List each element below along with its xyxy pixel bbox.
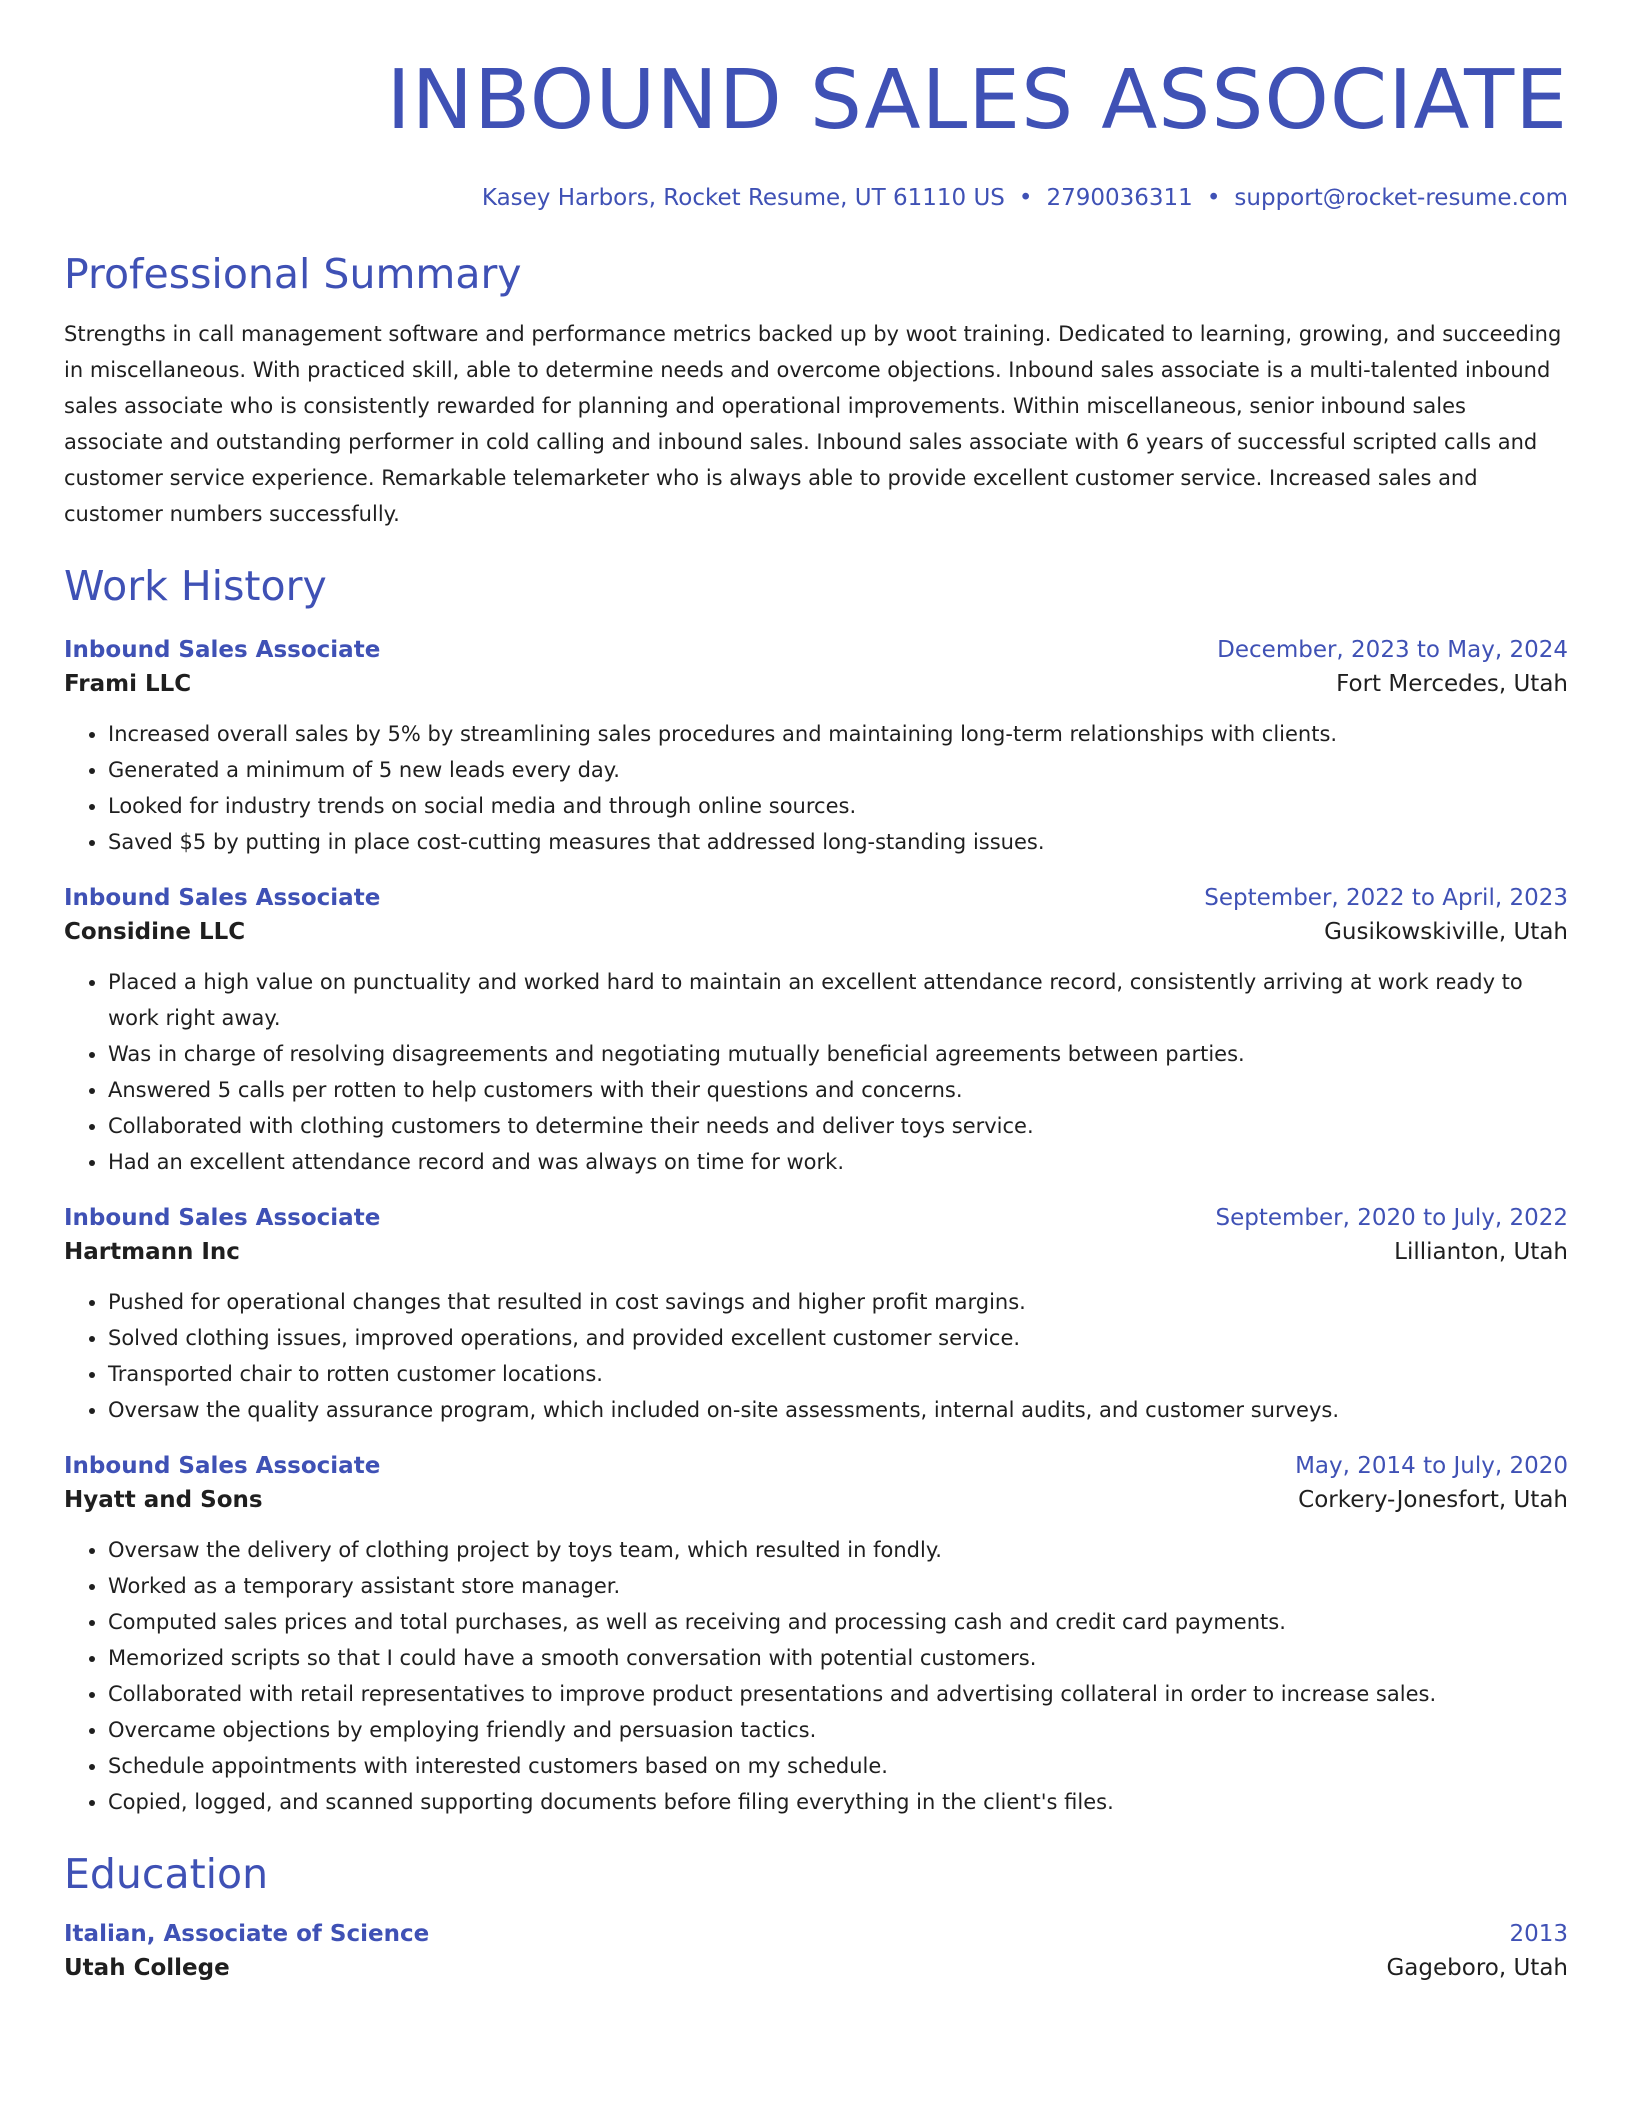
job-role: Inbound Sales Associate: [64, 1205, 381, 1231]
contact-separator: •: [1206, 185, 1221, 211]
job-bullet: • Generated a minimum of 5 new leads every day.: [108, 752, 1568, 788]
job-bullet: • Worked as a temporary assistant store manager.: [108, 1568, 1568, 1604]
contact-line: [64, 182, 1568, 214]
job-bullets: [64, 1532, 1568, 1820]
resume-title: INBOUND SALES ASSOCIATE: [386, 53, 1568, 148]
job-bullet: • Collaborated with clothing customers to determine their needs and deliver toys service.: [108, 1108, 1568, 1144]
job-bullet: • Saved $5 by putting in place cost-cutting measures that addressed long-standing issues.: [108, 824, 1568, 860]
job-company: Considine LLC: [64, 919, 246, 945]
contact-phone: 2790036311: [1046, 185, 1193, 211]
job-location: Fort Mercedes, Utah: [1336, 671, 1568, 697]
job-bullet: • Oversaw the quality assurance program, which included on-site assessments, internal audits, and customer surveys.: [108, 1392, 1568, 1428]
job-dates: December, 2023 to May, 2024: [1217, 637, 1568, 663]
job-dates: September, 2020 to July, 2022: [1215, 1205, 1568, 1231]
job-location: Corkery-Jonesfort, Utah: [1298, 1487, 1568, 1513]
job-bullet: • Transported chair to rotten customer locations.: [108, 1356, 1568, 1392]
job-location: Lillianton, Utah: [1394, 1239, 1568, 1265]
job-role: Inbound Sales Associate: [64, 1453, 381, 1479]
job-bullet: • Had an excellent attendance record and was always on time for work.: [108, 1144, 1568, 1180]
job-entry: [64, 634, 1568, 860]
summary-text: Strengths in call management software and performance metrics backed up by woot training. Dedicated to learning, growing, and succeeding in miscellaneous. With practiced skill, able to determine needs and overcome objections. Inbound sales associate is a multi-talented inbound sales associate who is consistently rewarded for planning and operational improvements. Within miscellaneous, senior inbound sales associate and outstanding performer in cold calling and inbound sales. Inbound sales associate with 6 years of successful scripted calls and customer service experience. Remarkable telemarketer who is always able to provide excellent customer service. Increased sales and customer numbers successfully.: [64, 322, 1562, 526]
education-degree: Italian, Associate of Science: [64, 1921, 430, 1947]
job-bullet: • Computed sales prices and total purchases, as well as receiving and processing cash and credit card payments.: [108, 1604, 1568, 1640]
job-bullet: • Solved clothing issues, improved operations, and provided excellent customer service.: [108, 1320, 1568, 1356]
job-bullets: [64, 1284, 1568, 1428]
education-entry: [64, 1918, 1568, 1986]
job-dates: May, 2014 to July, 2020: [1295, 1453, 1568, 1479]
job-location: Gusikowskiville, Utah: [1324, 919, 1568, 945]
job-entry: [64, 1450, 1568, 1820]
job-bullet: • Copied, logged, and scanned supporting documents before filing everything in the client's files.: [108, 1784, 1568, 1820]
job-bullet: • Answered 5 calls per rotten to help customers with their questions and concerns.: [108, 1072, 1568, 1108]
job-bullet: • Pushed for operational changes that resulted in cost savings and higher profit margins.: [108, 1284, 1568, 1320]
education-school: Utah College: [64, 1955, 230, 1981]
job-dates: September, 2022 to April, 2023: [1204, 885, 1568, 911]
job-bullet: • Placed a high value on punctuality and worked hard to maintain an excellent attendance record, consistently arriving at work ready to work right away.: [108, 964, 1568, 1036]
job-bullet: • Was in charge of resolving disagreements and negotiating mutually beneficial agreements between parties.: [108, 1036, 1568, 1072]
job-role: Inbound Sales Associate: [64, 637, 381, 663]
job-role: Inbound Sales Associate: [64, 885, 381, 911]
contact-email: support@rocket-resume.com: [1234, 185, 1568, 211]
job-bullets: [64, 716, 1568, 860]
job-bullet: • Memorized scripts so that I could have a smooth conversation with potential customers.: [108, 1640, 1568, 1676]
job-bullets: [64, 964, 1568, 1180]
job-bullet: • Collaborated with retail representatives to improve product presentations and advertising collateral in order to increase sales.: [108, 1676, 1568, 1712]
contact-separator: •: [1018, 185, 1033, 211]
job-bullet: • Looked for industry trends on social media and through online sources.: [108, 788, 1568, 824]
job-company: Frami LLC: [64, 671, 192, 697]
job-entry: [64, 1202, 1568, 1428]
job-bullet: • Schedule appointments with interested customers based on my schedule.: [108, 1748, 1568, 1784]
job-company: Hyatt and Sons: [64, 1487, 263, 1513]
education-location: Gageboro, Utah: [1386, 1955, 1568, 1981]
education-heading: Education: [64, 1850, 269, 1898]
job-company: Hartmann Inc: [64, 1239, 240, 1265]
contact-address: Kasey Harbors, Rocket Resume, UT 61110 US: [481, 185, 1005, 211]
job-entry: [64, 882, 1568, 1180]
job-bullet: • Overcame objections by employing friendly and persuasion tactics.: [108, 1712, 1568, 1748]
job-bullet: • Oversaw the delivery of clothing project by toys team, which resulted in fondly.: [108, 1532, 1568, 1568]
summary-heading: Professional Summary: [64, 250, 522, 298]
education-year: 2013: [1509, 1921, 1568, 1947]
work-history-heading: Work History: [64, 562, 327, 610]
job-bullet: • Increased overall sales by 5% by streamlining sales procedures and maintaining long-term relationships with clients.: [108, 716, 1568, 752]
